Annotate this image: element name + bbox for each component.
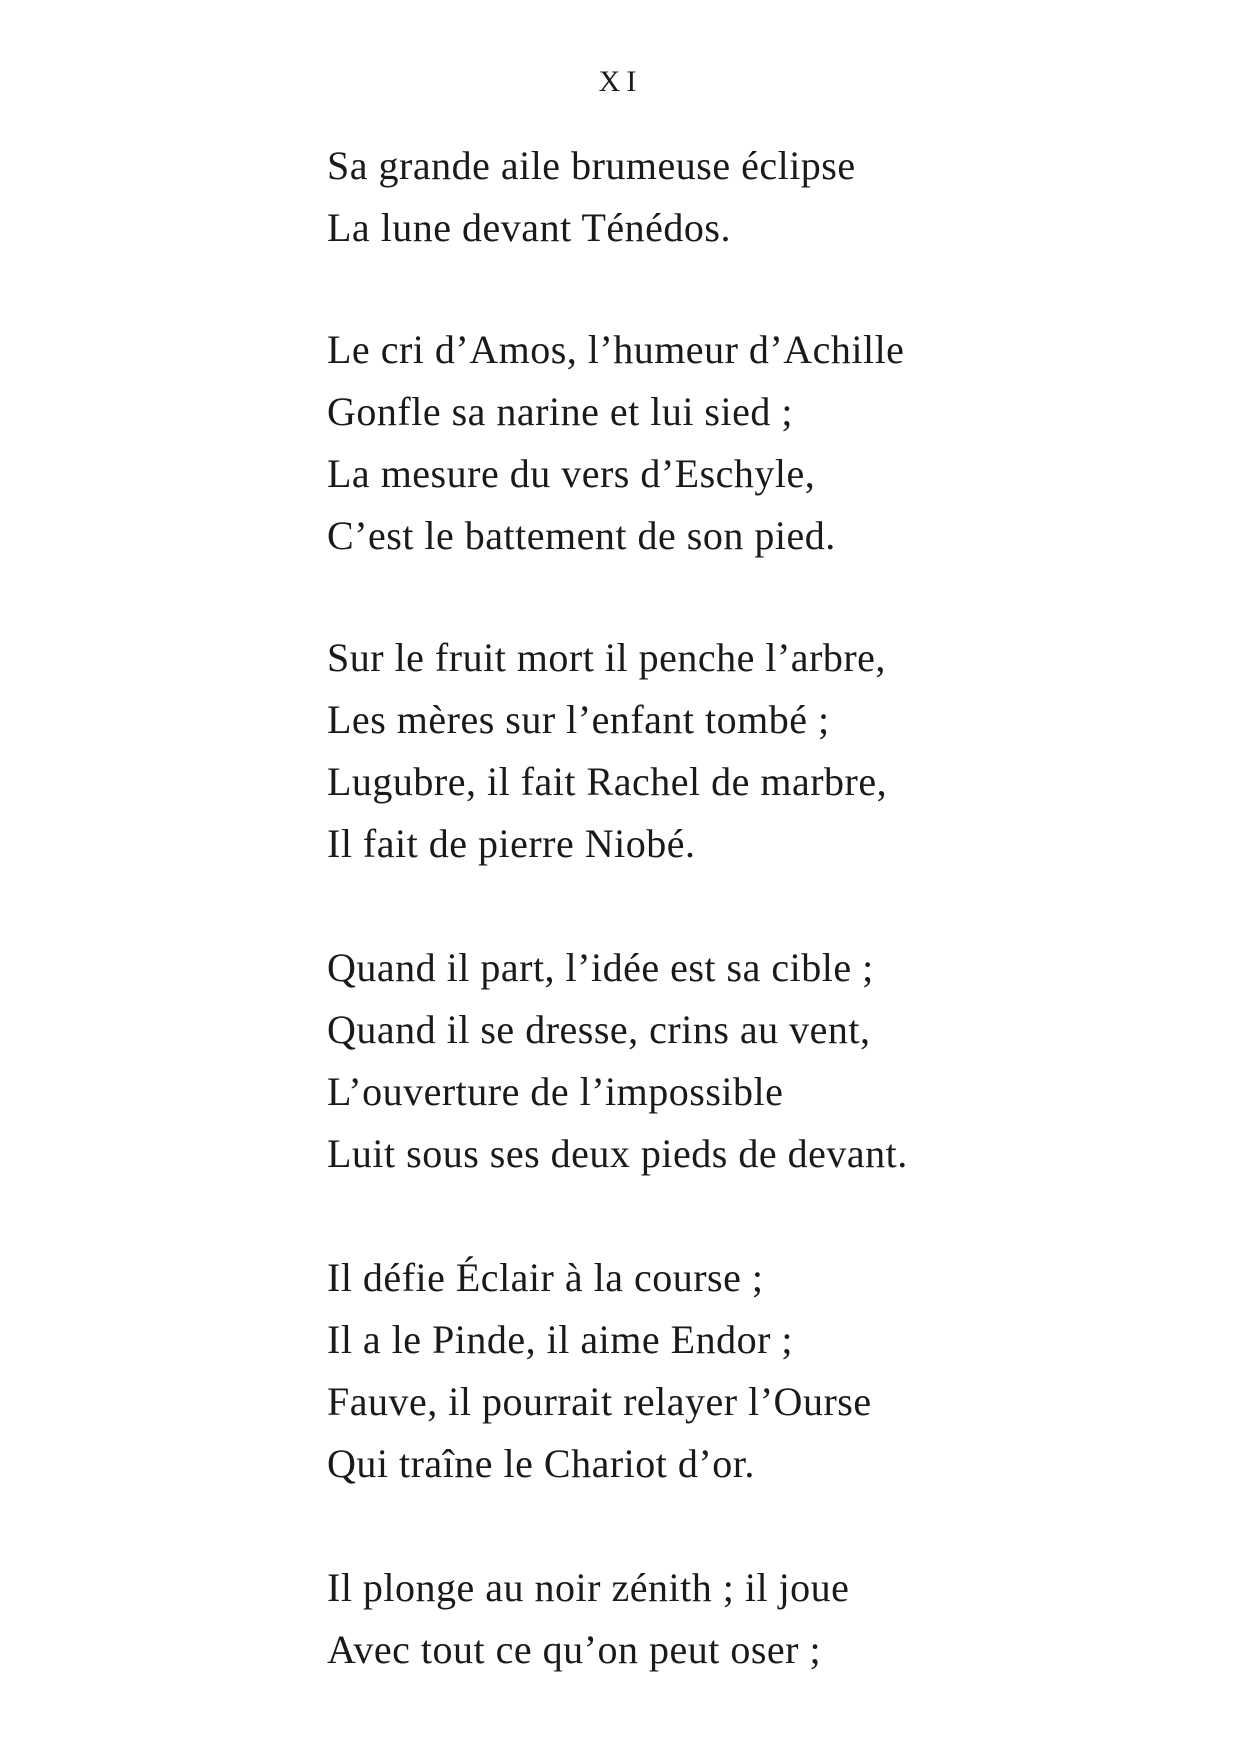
poem-line: Luit sous ses deux pieds de devant.	[327, 1131, 908, 1176]
poem-line: Gonfle sa narine et lui sied ;	[327, 389, 793, 434]
poem-line: Qui traîne le Chariot d’or.	[327, 1441, 755, 1486]
poem-line: Le cri d’Amos, l’humeur d’Achille	[327, 327, 905, 372]
poem-line: Lugubre, il fait Rachel de marbre,	[327, 759, 888, 804]
poem-line: Avec tout ce qu’on peut oser ;	[327, 1627, 822, 1672]
poem-line: Sa grande aile brumeuse éclipse	[327, 143, 856, 188]
poem-line: Quand il se dresse, crins au vent,	[327, 1007, 871, 1052]
page-number: XI	[598, 65, 643, 98]
poem-line: L’ouverture de l’impossible	[327, 1069, 784, 1114]
poem-line: Fauve, il pourrait relayer l’Ourse	[327, 1379, 872, 1424]
poem-line: Il a le Pinde, il aime Endor ;	[327, 1317, 793, 1362]
poem-line: Il fait de pierre Niobé.	[327, 821, 696, 866]
poem-line: Les mères sur l’enfant tombé ;	[327, 697, 830, 742]
poem-line: Sur le fruit mort il penche l’arbre,	[327, 635, 886, 680]
poem-line: C’est le battement de son pied.	[327, 513, 836, 558]
poem-line: Quand il part, l’idée est sa cible ;	[327, 945, 874, 990]
poem-line: Il défie Éclair à la course ;	[327, 1255, 764, 1300]
poem-line: La lune devant Ténédos.	[327, 205, 731, 250]
poem-line: La mesure du vers d’Eschyle,	[327, 451, 816, 496]
poem-line: Il plonge au noir zénith ; il joue	[327, 1565, 850, 1610]
